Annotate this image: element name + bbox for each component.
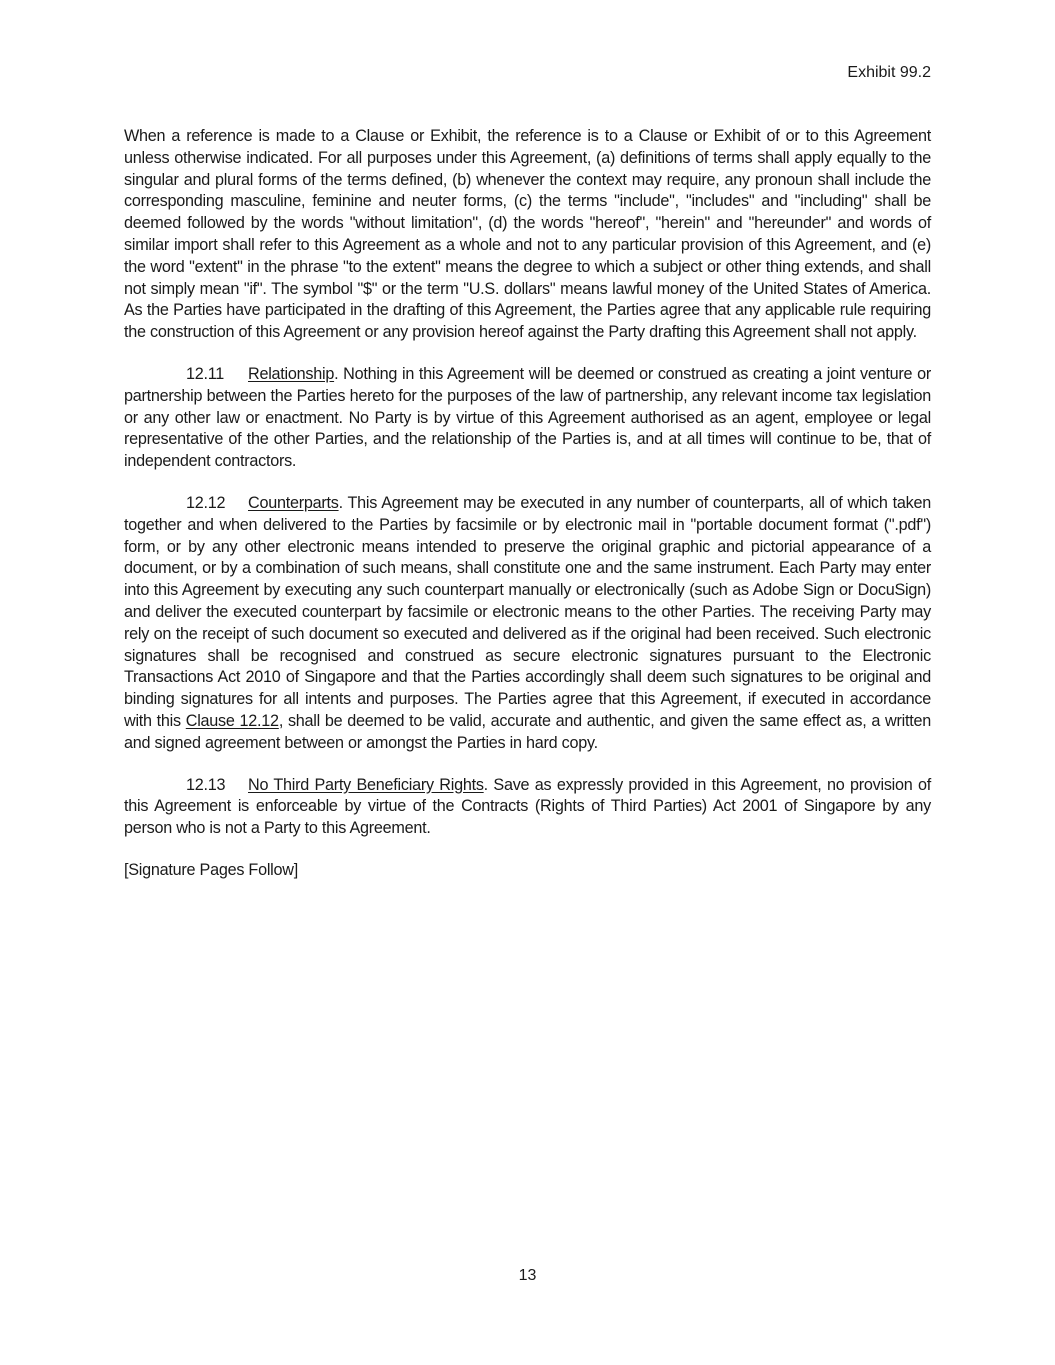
clause-number: 12.13 <box>186 775 226 794</box>
document-body <box>124 126 931 902</box>
clause-heading: Relationship <box>248 364 335 383</box>
clause-body: . Nothing in this Agreement will be deemed or construed as creating a joint venture or partnership between the Parties hereto for the purposes of the law of partnership, any relevant income tax legislation or any other law or enactment. No Party is by virtue of this Agreement authorised as an agent, employee or legal representative of the other Parties, and the relationship of the Parties is, and at all times will continue to be, that of independent contractors. <box>124 364 931 471</box>
clause-12-13 <box>124 775 931 840</box>
clause-body: . Save as expressly provided in this Agreement, no provision of this Agreement is enforceable by virtue of the Contracts (Rights of Third Parties) Act 2001 of Singapore by any person who is not a Party to this Agreement. <box>124 775 931 838</box>
exhibit-label: Exhibit 99.2 <box>847 64 931 81</box>
clause-12-11 <box>124 364 931 473</box>
clause-heading: No Third Party Beneficiary Rights <box>248 775 484 794</box>
clause-number: 12.12 <box>186 493 226 512</box>
clause-body-continued: , shall be deemed to be valid, accurate and authentic, and given the same effect as, a written and signed agreement between or amongst the Parties in hard copy. <box>124 711 931 752</box>
signature-pages-note: [Signature Pages Follow] <box>124 860 298 879</box>
clause-12-12 <box>124 493 931 755</box>
clause-body: . This Agreement may be executed in any number of counterparts, all of which taken together and when delivered to the Parties by facsimile or by electronic mail in "portable document format (".pdf") form, or by any other electronic means intended to preserve the original graphic and pictorial appearance of a document, or by a combination of such means, shall constitute one and the same instrument. Each Party may enter into this Agreement by executing any such counterpart manually or electronically (such as Adobe Sign or DocuSign) and deliver the executed counterpart by facsimile or electronic means to the other Parties. The receiving Party may rely on the receipt of such document so executed and delivered as if the original had been received. Such electronic signatures shall be recognised and construed as secure electronic signatures pursuant to the Electronic Transactions Act 2010 of Singapore and that the Parties accordingly shall deem such signatures to be original and binding signatures for all intents and purposes. The Parties agree that this Agreement, if executed in accordance with this <box>124 493 931 730</box>
clause-cross-reference: Clause 12.12 <box>185 711 279 730</box>
clause-number: 12.11 <box>186 364 225 383</box>
clause-heading: Counterparts <box>248 493 339 512</box>
page-number: 13 <box>518 1267 537 1284</box>
intro-paragraph: When a reference is made to a Clause or Exhibit, the reference is to a Clause or Exhibit of or to this Agreement unless otherwise indicated. For all purposes under this Agreement, (a) definitions of terms shall apply equally to the singular and plural forms of the terms defined, (b) whenever the context may require, any pronoun shall include the corresponding masculine, feminine and neuter forms, (c) the terms "include", "includes" and "including" shall be deemed followed by the words "without limitation", (d) the words "hereof", "herein" and "hereunder" and words of similar import shall refer to this Agreement as a whole and not to any particular provision of this Agreement, and (e) the word "extent" in the phrase "to the extent" means the degree to which a subject or other thing extends, and shall not simply mean "if". The symbol "$" or the term "U.S. dollars" means lawful money of the United States of America. As the Parties have participated in the drafting of this Agreement, the Parties agree that any applicable rule requiring the construction of this Agreement or any provision hereof against the Party drafting this Agreement shall not apply. <box>124 127 931 342</box>
